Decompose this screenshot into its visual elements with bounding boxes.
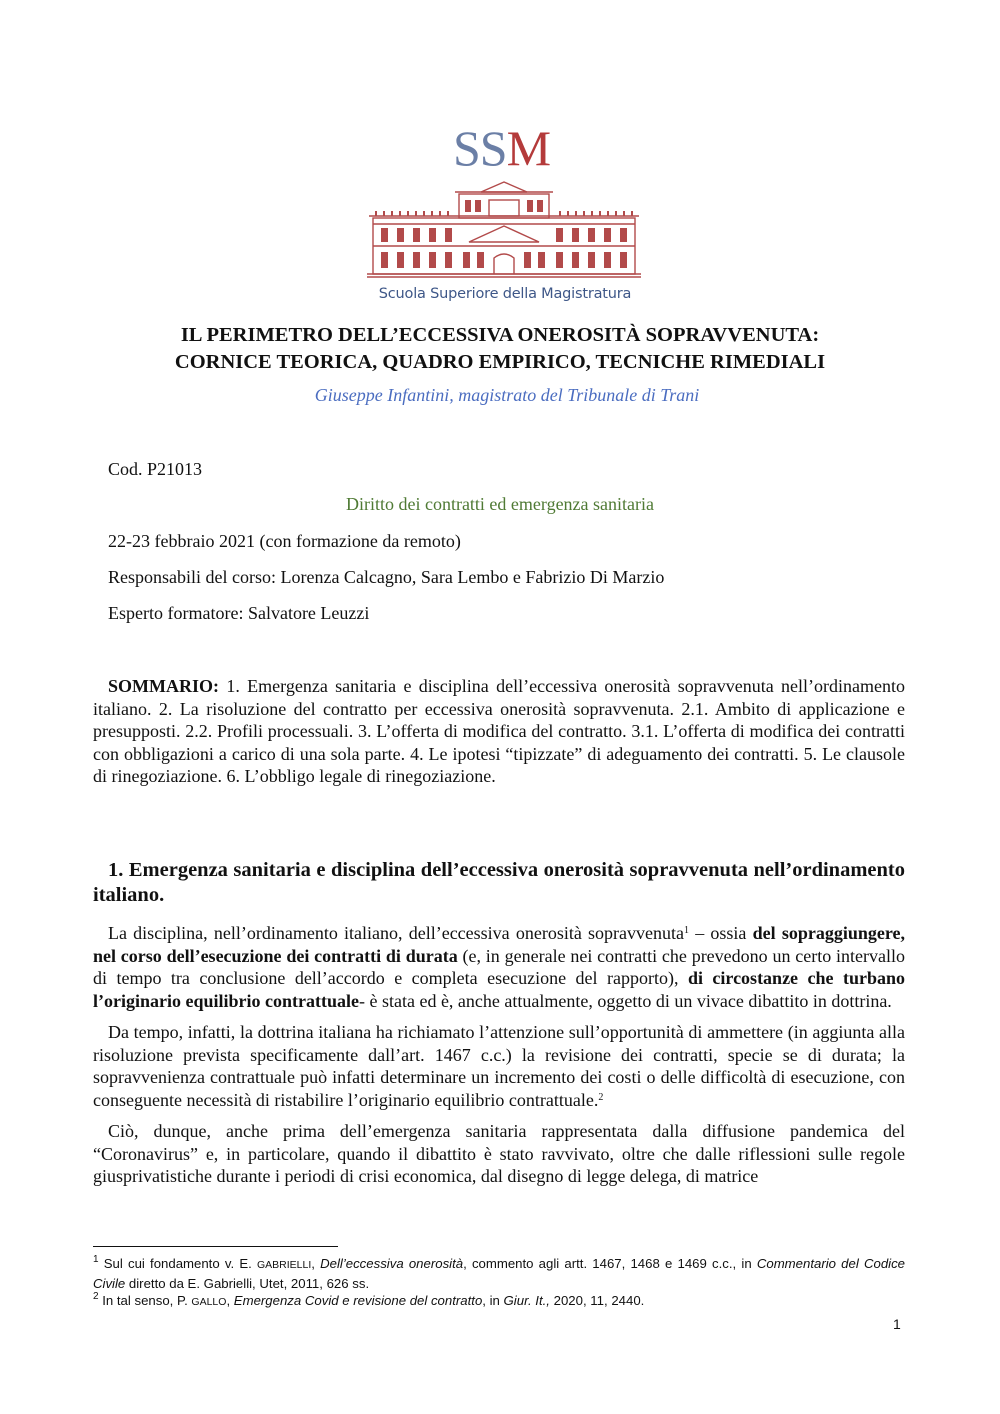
footnote-2-author: GALLO bbox=[191, 1296, 227, 1308]
footnote-separator bbox=[93, 1246, 338, 1247]
course-managers: Responsabili del corso: Lorenza Calcagno, Sara Lembo e Fabrizio Di Marzio bbox=[108, 567, 665, 587]
footnote-1-work: Commentario del Codice Civile bbox=[93, 1256, 906, 1291]
footnote-1-title: Dell’eccessiva onerosità bbox=[320, 1256, 464, 1271]
summary-label: SOMMARIO: bbox=[108, 676, 219, 696]
paragraph-2-text: Da tempo, infatti, la dottrina italiana ha richiamato l’attenzione sull’opportunità di ammettere (in aggiunta alla risoluzione prevista specificamente dall’art. 1467 c.c.) la revisione dei contratti, specie se di durata; la sopravvenienza contrattuale può infatti determinare un incremento dei costi o delle difficoltà di esecuzione, con conseguente necessità di ristabilire l’originario equilibrio contrattuale. bbox=[93, 1022, 905, 1110]
ssm-logo bbox=[355, 118, 655, 313]
course-expert: Esperto formatore: Salvatore Leuzzi bbox=[108, 603, 370, 623]
paragraph-1-text-d: - è stata ed è, anche attualmente, oggetto di un vivace dibattito in dottrina. bbox=[358, 990, 892, 1011]
title-line-1: IL PERIMETRO DELL’ECCESSIVA ONEROSITÀ SOPRAVVENUTA: bbox=[180, 324, 820, 346]
paragraph-1-text-b: – ossia bbox=[689, 923, 753, 943]
footnote-1 bbox=[93, 1255, 905, 1292]
footnote-1-text-a: Sul cui fondamento v. E. bbox=[98, 1256, 257, 1271]
course-code: Cod. P21013 bbox=[108, 459, 203, 479]
footnote-1-author: GABRIELLI bbox=[256, 1259, 312, 1271]
building-icon bbox=[363, 180, 645, 280]
summary-text: 1. Emergenza sanitaria e disciplina dell’eccessiva onerosità sopravvenuta nell’ordinamento italiano. 2. La risoluzione del contratto per eccessiva onerosità sopravvenuta. 2.1. Ambito di applicazione e presupposti. 2.2. Profili processuali. 3. L’offerta di modifica del contratto. 3.1. L’offerta di modifica dei contratti con obbligazioni a carico di una sola parte. 4. Le ipotesi “tipizzate” di adeguamento dei contratti. 5. Le clausole di rinegoziazione. 6. L’obbligo legale di rinegoziazione. bbox=[93, 676, 905, 786]
course-dates: 22-23 febbraio 2021 (con formazione da remoto) bbox=[108, 531, 461, 551]
footnote-2 bbox=[93, 1292, 905, 1312]
footnote-ref-1[interactable]: 1 bbox=[684, 925, 690, 936]
paragraph-1-bold-1: del sopraggiungere, nel corso dell’esecuzione dei contratti di durata bbox=[93, 923, 905, 966]
footnote-2-number: 2 bbox=[93, 1291, 99, 1302]
paragraph-1-text-c: (e, in generale nei contratti che prevedono un certo intervallo di tempo tra conclusione dell’accordo e completa esecuzione del rapporto), bbox=[93, 945, 905, 988]
logo-letters-m: M bbox=[506, 120, 551, 176]
author-line: Giuseppe Infantini, magistrato del Tribunale di Trani bbox=[314, 385, 700, 405]
page-number: 1 bbox=[893, 1316, 901, 1332]
summary bbox=[93, 675, 905, 788]
footnote-1-text-b: , bbox=[311, 1256, 321, 1271]
footnote-1-number: 1 bbox=[93, 1254, 99, 1265]
paragraph-1-text-a: La disciplina, nell’ordinamento italiano, dell’eccessiva onerosità sopravvenuta bbox=[108, 923, 685, 943]
paragraph-2 bbox=[93, 1021, 905, 1111]
section-1-heading: 1. Emergenza sanitaria e disciplina dell’eccessiva onerosità sopravvenuta nell’ordinamento italiano. bbox=[93, 859, 905, 906]
footnote-ref-2[interactable]: 2 bbox=[598, 1091, 604, 1103]
footnote-2-text-c: , in bbox=[482, 1293, 504, 1308]
paragraph-1-bold-2: di circostanze che turbano l’originario equilibrio contrattuale bbox=[93, 968, 905, 1011]
footnotes bbox=[93, 1255, 905, 1312]
paragraph-3-text: Ciò, dunque, anche prima dell’emergenza sanitaria rappresentata dalla diffusione pandemica del “Coronavirus” e, in particolare, quando il dibattito è stato ravvivato, oltre che dalle riflessioni sulle regole giusprivatistiche durante i periodi di crisi economica, dal disegno di legge delega, di matrice bbox=[93, 1121, 905, 1186]
paragraph-3 bbox=[93, 1120, 905, 1188]
course-name: Diritto dei contratti ed emergenza sanitaria bbox=[345, 494, 655, 514]
logo-letters-ss: SS bbox=[453, 120, 507, 176]
logo-caption: Scuola Superiore della Magistratura bbox=[378, 286, 632, 302]
document-title bbox=[100, 322, 900, 376]
footnote-2-title: Emergenza Covid e revisione del contratto bbox=[233, 1293, 483, 1308]
paragraph-1 bbox=[93, 922, 905, 1012]
section-1-body bbox=[93, 922, 905, 1188]
footnote-1-text-d: diretto da E. Gabrielli, Utet, 2011, 626 ss. bbox=[125, 1275, 370, 1291]
footnote-2-journal: Giur. It., bbox=[503, 1293, 550, 1308]
footnote-1-text-c: , commento agli artt. 1467, 1468 e 1469 c.c., in bbox=[463, 1256, 757, 1271]
footnote-2-text-a: In tal senso, P. bbox=[98, 1293, 192, 1308]
title-line-2: CORNICE TEORICA, QUADRO EMPIRICO, TECNICHE RIMEDIALI bbox=[174, 351, 826, 373]
logo-letters bbox=[453, 118, 550, 178]
footnote-2-text-b: , bbox=[226, 1293, 234, 1308]
footnote-2-text-d: 2020, 11, 2440. bbox=[549, 1293, 645, 1308]
